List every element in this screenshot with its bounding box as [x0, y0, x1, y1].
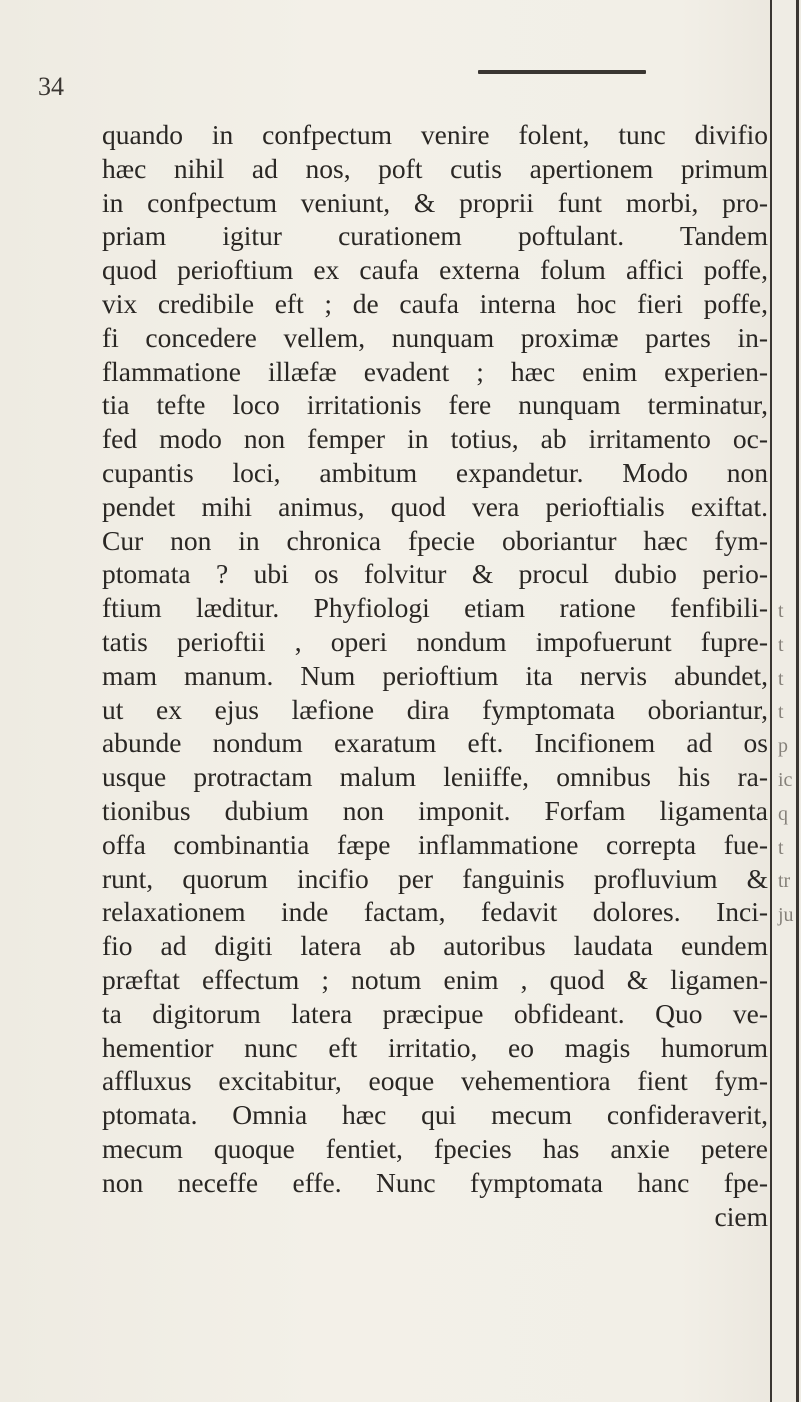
- text-line: offa combinantia fæpe inflammatione correpta fue-: [102, 828, 768, 860]
- text-line: tionibus dubium non imponit. Forfam ligamenta: [102, 794, 768, 826]
- margin-fragment: ic: [778, 768, 793, 791]
- margin-fragment: t: [778, 701, 784, 724]
- margin-fragment: ju: [778, 904, 794, 927]
- text-line: hementior nunc eft irritatio, eo magis humorum: [102, 1031, 768, 1063]
- text-line: tia tefte loco irritationis fere nunquam terminatur,: [102, 389, 768, 421]
- body-text: [102, 118, 768, 1233]
- text-line: fi concedere vellem, nunquam proximæ partes in-: [102, 321, 768, 353]
- header-rule: [478, 70, 646, 74]
- text-line: ta digitorum latera præcipue obfideant. Quo ve-: [102, 997, 768, 1029]
- text-line: ptomata. Omnia hæc qui mecum confideraverit,: [102, 1099, 768, 1131]
- text-line: priam igitur curationem poftulant. Tandem: [102, 220, 768, 252]
- margin-fragment: t: [778, 836, 784, 859]
- page-number: 34: [38, 72, 64, 101]
- margin-fragment: t: [778, 600, 784, 622]
- text-line: fio ad digiti latera ab autoribus laudata eundem: [102, 930, 768, 962]
- text-line: cupantis loci, ambitum expandetur. Modo non: [102, 456, 768, 488]
- text-line: runt, quorum incifio per fanguinis profluvium &: [102, 862, 768, 894]
- page-fold-edge: [796, 0, 799, 1402]
- text-line: relaxationem inde factam, fedavit dolores. Inci-: [102, 896, 768, 928]
- text-line: affluxus excitabitur, eoque vehementiora fient fym-: [102, 1065, 768, 1097]
- text-line: vix credibile eft ; de caufa interna hoc fieri poffe,: [102, 287, 768, 319]
- text-line: tatis perioftii , operi nondum impofuerunt fupre-: [102, 625, 768, 657]
- text-line: fed modo non femper in totius, ab irritamento oc-: [102, 423, 768, 455]
- text-line: flammatione illæfæ evadent ; hæc enim experien-: [102, 355, 768, 387]
- margin-fragment: t: [778, 633, 784, 656]
- margin-fragment: t: [778, 667, 784, 690]
- text-line: Cur non in chronica fpecie oboriantur hæc fym-: [102, 524, 768, 556]
- text-line: quando in confpectum venire folent, tunc divifio: [102, 119, 768, 150]
- facing-page-fragments: [778, 595, 798, 933]
- text-line: abunde nondum exaratum eft. Incifionem ad os: [102, 727, 768, 759]
- text-line: quod perioftium ex caufa externa folum affici poffe,: [102, 254, 768, 286]
- text-line: præftat effectum ; notum enim , quod & ligamen-: [102, 963, 768, 995]
- text-line: hæc nihil ad nos, poft cutis apertionem primum: [102, 152, 768, 184]
- text-line: usque protractam malum leniiffe, omnibus his ra-: [102, 761, 768, 793]
- text-line: in confpectum veniunt, & proprii funt morbi, pro-: [102, 186, 768, 218]
- text-line: non neceffe effe. Nunc fymptomata hanc fpe-: [102, 1166, 768, 1198]
- text-line: pendet mihi animus, quod vera perioftialis exiftat.: [102, 490, 768, 522]
- margin-fragment: tr: [778, 870, 791, 893]
- margin-fragment: q: [778, 802, 788, 825]
- margin-fragment: p: [778, 735, 788, 758]
- text-line: mam manum. Num perioftium ita nervis abundet,: [102, 659, 768, 691]
- text-line: mecum quoque fentiet, fpecies has anxie petere: [102, 1132, 768, 1164]
- text-line: ptomata ? ubi os folvitur & procul dubio perio-: [102, 558, 768, 590]
- text-line: ut ex ejus læfione dira fymptomata oboriantur,: [102, 693, 768, 725]
- text-line: ciem: [714, 1200, 768, 1232]
- text-line: ftium læditur. Phyfiologi etiam ratione fenfibili-: [102, 592, 768, 624]
